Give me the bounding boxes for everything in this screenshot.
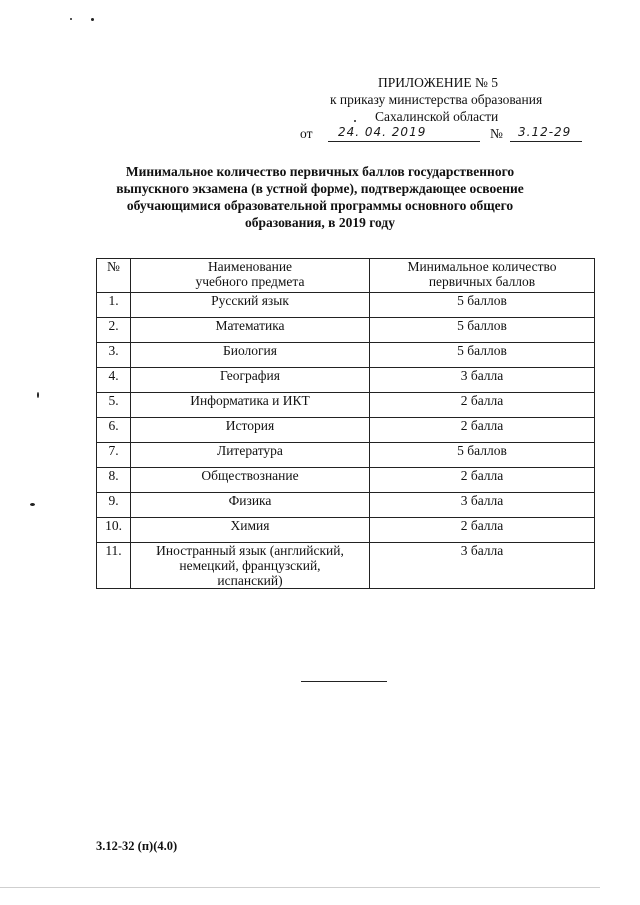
row-number: 6. [97, 418, 131, 443]
row-min-score: 3 балла [370, 493, 595, 518]
row-min-score: 5 баллов [370, 318, 595, 343]
row-number: 9. [97, 493, 131, 518]
row-subject: Физика [131, 493, 370, 518]
table-row [97, 418, 595, 443]
header-min-line: Минимальное количество [407, 259, 557, 274]
row-min-score: 5 баллов [370, 293, 595, 318]
handwritten-number: 3.12-29 [518, 125, 572, 139]
row-min-score: 5 баллов [370, 343, 595, 368]
scores-table [96, 258, 595, 589]
table-row [97, 443, 595, 468]
number-label: № [490, 126, 503, 141]
handwritten-date: 24. 04. 2019 [338, 125, 427, 139]
table-row [97, 293, 595, 318]
title-line: обучающимися образовательной программы основного общего [126, 198, 514, 213]
document-title [90, 163, 550, 231]
table-row [97, 543, 595, 589]
row-subject [131, 543, 370, 589]
header-number: № [97, 259, 131, 293]
row-number: 8. [97, 468, 131, 493]
header-min-line: первичных баллов [428, 274, 536, 289]
scan-speck [37, 392, 39, 398]
table-row [97, 468, 595, 493]
row-subject: Обществознание [131, 468, 370, 493]
row-subject-line: испанский) [217, 573, 283, 588]
title-line: Минимальное количество первичных баллов государственного [125, 164, 515, 179]
scan-speck [91, 18, 94, 21]
row-number: 5. [97, 393, 131, 418]
row-subject-line: Иностранный язык (английский, [156, 543, 344, 558]
row-number: 10. [97, 518, 131, 543]
appendix-region: Сахалинской области [375, 109, 499, 124]
scan-edge-line [0, 887, 600, 888]
document-code: 3.12-32 (п)(4.0) [96, 839, 178, 853]
row-subject: Химия [131, 518, 370, 543]
header-subject-line: учебного предмета [195, 274, 305, 289]
row-min-score: 3 балла [370, 543, 595, 589]
row-min-score: 2 балла [370, 518, 595, 543]
number-field [510, 125, 582, 142]
table-row [97, 393, 595, 418]
scan-speck [354, 120, 356, 122]
row-subject: Русский язык [131, 293, 370, 318]
table-row [97, 493, 595, 518]
row-number: 1. [97, 293, 131, 318]
row-number: 4. [97, 368, 131, 393]
date-field [328, 125, 480, 142]
header-subject [131, 259, 370, 293]
row-min-score: 2 балла [370, 468, 595, 493]
row-min-score: 3 балла [370, 368, 595, 393]
row-subject: Информатика и ИКТ [131, 393, 370, 418]
title-line: выпускного экзамена (в устной форме), подтверждающее освоение [116, 181, 524, 196]
scan-speck [70, 18, 72, 20]
row-min-score: 2 балла [370, 393, 595, 418]
scan-speck [30, 503, 35, 506]
table-row [97, 368, 595, 393]
table-row [97, 518, 595, 543]
row-number: 3. [97, 343, 131, 368]
row-number: 11. [97, 543, 131, 589]
row-subject: Математика [131, 318, 370, 343]
appendix-date-number-line [300, 125, 600, 143]
table-row [97, 318, 595, 343]
row-subject: Биология [131, 343, 370, 368]
row-min-score: 2 балла [370, 418, 595, 443]
end-divider [301, 681, 387, 682]
row-subject: География [131, 368, 370, 393]
table-row [97, 343, 595, 368]
row-subject-line: немецкий, французский, [179, 558, 321, 573]
table-header-row [97, 259, 595, 293]
row-number: 2. [97, 318, 131, 343]
row-subject: Литература [131, 443, 370, 468]
row-subject: История [131, 418, 370, 443]
header-subject-line: Наименование [207, 259, 293, 274]
appendix-order-ref: к приказу министерства образования [330, 92, 543, 107]
row-min-score: 5 баллов [370, 443, 595, 468]
row-number: 7. [97, 443, 131, 468]
title-line: образования, в 2019 году [245, 215, 395, 230]
appendix-title: ПРИЛОЖЕНИЕ № 5 [378, 75, 499, 90]
from-label: от [300, 126, 313, 141]
header-min-score [370, 259, 595, 293]
